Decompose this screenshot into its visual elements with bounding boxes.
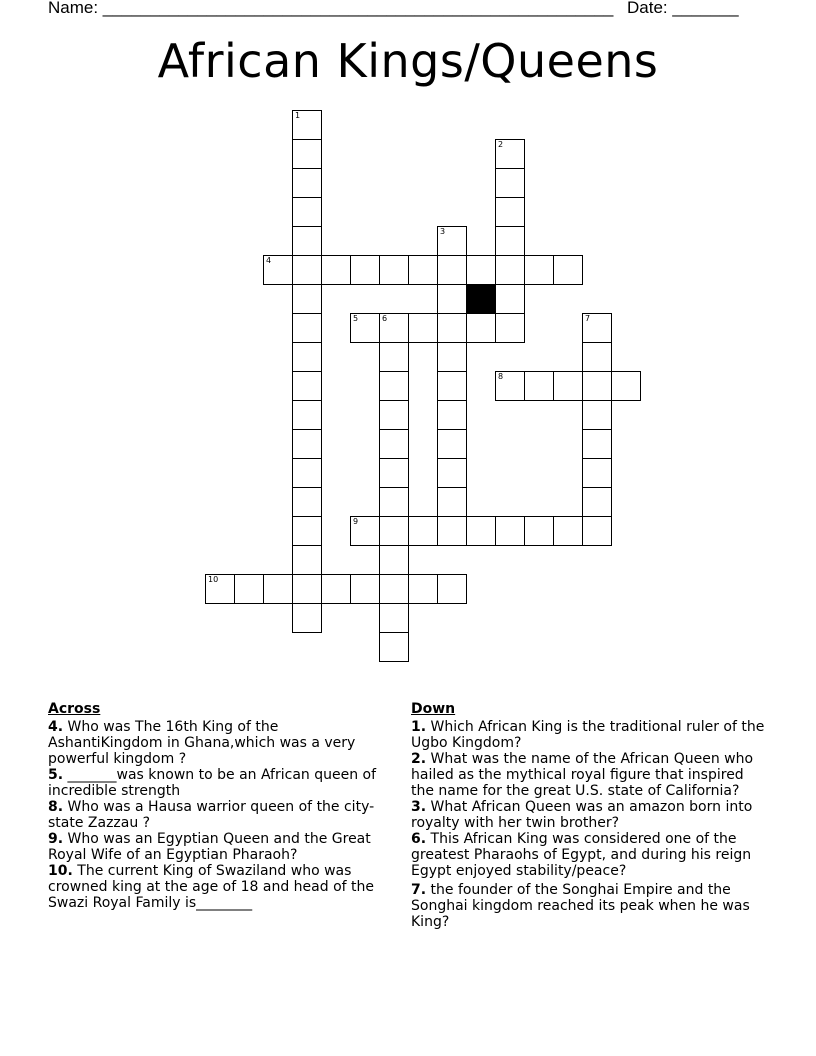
clue-number-label: 7 — [585, 314, 591, 323]
crossword-cell[interactable] — [263, 574, 293, 604]
crossword-cell[interactable] — [524, 371, 554, 401]
crossword-cell[interactable] — [495, 139, 525, 169]
crossword-cell[interactable] — [292, 487, 322, 517]
crossword-cell[interactable] — [437, 371, 467, 401]
crossword-cell[interactable] — [553, 371, 583, 401]
crossword-cell[interactable] — [379, 458, 409, 488]
crossword-cell[interactable] — [350, 255, 380, 285]
crossword-cell[interactable] — [379, 632, 409, 662]
crossword-cell[interactable] — [321, 255, 351, 285]
clue-text: The current King of Swaziland who was crowned king at the age of 18 and head of the Swazi Royal Family is________ — [48, 863, 374, 911]
crossword-cell[interactable] — [408, 313, 438, 343]
crossword-cell[interactable] — [292, 110, 322, 140]
crossword-cell[interactable] — [437, 429, 467, 459]
crossword-cell[interactable] — [292, 458, 322, 488]
crossword-cell[interactable] — [495, 313, 525, 343]
crossword-cell[interactable] — [553, 516, 583, 546]
crossword-cell[interactable] — [292, 400, 322, 430]
clue-text: What was the name of the African Queen who hailed as the mythical royal figure that inspired the name for the great U.S. state of California? — [411, 751, 754, 799]
crossword-cell[interactable] — [611, 371, 641, 401]
clue-number-label: 2 — [498, 140, 504, 149]
crossword-cell[interactable] — [379, 545, 409, 575]
crossword-cell[interactable] — [437, 458, 467, 488]
crossword-cell[interactable] — [292, 574, 322, 604]
crossword-cell[interactable] — [437, 342, 467, 372]
date-blank: _______ — [672, 0, 739, 17]
clue-number: 4. — [48, 719, 64, 735]
crossword-cell[interactable] — [379, 255, 409, 285]
crossword-cell[interactable] — [495, 516, 525, 546]
crossword-cell[interactable] — [582, 429, 612, 459]
crossword-cell[interactable] — [292, 139, 322, 169]
crossword-cell[interactable] — [437, 400, 467, 430]
crossword-cell[interactable] — [379, 429, 409, 459]
crossword-cell[interactable] — [379, 603, 409, 633]
clue-number-label: 4 — [266, 256, 272, 265]
crossword-cell[interactable] — [408, 516, 438, 546]
crossword-cell[interactable] — [292, 168, 322, 198]
down-heading: Down — [411, 701, 456, 717]
crossword-cell[interactable] — [292, 545, 322, 575]
crossword-cell[interactable] — [234, 574, 264, 604]
clue-number: 10. — [48, 863, 73, 879]
crossword-cell[interactable] — [437, 313, 467, 343]
crossword-cell[interactable] — [292, 255, 322, 285]
crossword-cell[interactable] — [292, 371, 322, 401]
crossword-cell[interactable] — [582, 400, 612, 430]
clue-number: 6. — [411, 831, 427, 847]
crossword-cell[interactable] — [437, 487, 467, 517]
clue-text: _______was known to be an African queen of incredible strength — [48, 767, 377, 799]
clue-text: Who was a Hausa warrior queen of the city-state Zazzau ? — [48, 799, 375, 831]
clue-number: 7. — [411, 882, 427, 898]
clue-text: What African Queen was an amazon born into royalty with her twin brother? — [411, 799, 753, 831]
clue-text: Which African King is the traditional ruler of the Ugbo Kingdom? — [411, 719, 765, 751]
crossword-cell[interactable] — [495, 226, 525, 256]
crossword-cell[interactable] — [582, 458, 612, 488]
clue-number: 8. — [48, 799, 64, 815]
crossword-cell[interactable] — [379, 371, 409, 401]
crossword-cell[interactable] — [495, 255, 525, 285]
crossword-cell[interactable] — [408, 255, 438, 285]
clue-number-label: 6 — [382, 314, 388, 323]
blocked-cell — [466, 284, 496, 314]
clue-number: 1. — [411, 719, 427, 735]
name-label: Name: — [48, 0, 103, 17]
across-heading: Across — [48, 701, 101, 717]
crossword-cell[interactable] — [379, 487, 409, 517]
crossword-cell[interactable] — [379, 400, 409, 430]
clue-number: 9. — [48, 831, 64, 847]
clue-text: Who was The 16th King of the AshantiKingdom in Ghana,which was a very powerful kingdom ? — [48, 719, 356, 767]
clue-down-1 — [411, 719, 771, 751]
crossword-cell[interactable] — [379, 516, 409, 546]
crossword-cell[interactable] — [379, 313, 409, 343]
clue-across-4 — [48, 719, 393, 767]
clue-down-6 — [411, 831, 771, 879]
crossword-cell[interactable] — [292, 313, 322, 343]
crossword-cell[interactable] — [466, 313, 496, 343]
across-clues — [48, 701, 393, 911]
crossword-cell[interactable] — [205, 574, 235, 604]
crossword-cell[interactable] — [524, 255, 554, 285]
page-title: African Kings/Queens — [157, 34, 659, 88]
clue-number: 5. — [48, 767, 64, 783]
name-blank: ______________________________________________________ — [102, 0, 614, 17]
crossword-cell[interactable] — [350, 516, 380, 546]
clue-text: This African King was considered one of the greatest Pharaohs of Egypt, and during his reign Egypt enjoyed stability/peace? — [411, 831, 752, 879]
crossword-cell[interactable] — [495, 197, 525, 227]
clue-across-10 — [48, 863, 393, 911]
crossword-cell[interactable] — [408, 574, 438, 604]
crossword-cell[interactable] — [582, 371, 612, 401]
crossword-cell[interactable] — [379, 574, 409, 604]
clue-down-2 — [411, 751, 771, 799]
crossword-cell[interactable] — [350, 574, 380, 604]
crossword-cell[interactable] — [437, 574, 467, 604]
crossword-cell[interactable] — [495, 371, 525, 401]
crossword-cell[interactable] — [292, 342, 322, 372]
clue-number-label: 5 — [353, 314, 359, 323]
clue-number-label: 1 — [295, 111, 301, 120]
crossword-cell[interactable] — [292, 226, 322, 256]
clue-text: Who was an Egyptian Queen and the Great Royal Wife of an Egyptian Pharaoh? — [48, 831, 371, 863]
down-clues — [411, 701, 771, 930]
crossword-cell[interactable] — [524, 516, 554, 546]
crossword-cell[interactable] — [466, 255, 496, 285]
crossword-cell[interactable] — [466, 516, 496, 546]
crossword-cell[interactable] — [582, 313, 612, 343]
crossword-cell[interactable] — [582, 487, 612, 517]
clue-number-label: 8 — [498, 372, 504, 381]
crossword-cell[interactable] — [292, 516, 322, 546]
date-label: Date: — [627, 0, 673, 17]
clue-down-7 — [411, 882, 771, 930]
crossword-cell[interactable] — [292, 603, 322, 633]
crossword-cell[interactable] — [495, 168, 525, 198]
clue-across-9 — [48, 831, 393, 863]
crossword-cell[interactable] — [582, 342, 612, 372]
crossword-cell[interactable] — [437, 284, 467, 314]
clue-across-5 — [48, 767, 393, 799]
clue-number: 2. — [411, 751, 427, 767]
crossword-cell[interactable] — [292, 284, 322, 314]
clue-across-8 — [48, 799, 393, 831]
crossword-cell[interactable] — [437, 226, 467, 256]
crossword-cell[interactable] — [379, 342, 409, 372]
clue-down-3 — [411, 799, 771, 831]
crossword-cell[interactable] — [495, 284, 525, 314]
crossword-cell[interactable] — [321, 574, 351, 604]
clue-number: 3. — [411, 799, 427, 815]
clue-number-label: 9 — [353, 517, 359, 526]
crossword-cell[interactable] — [582, 516, 612, 546]
clue-number-label: 3 — [440, 227, 446, 236]
crossword-cell[interactable] — [350, 313, 380, 343]
crossword-cell[interactable] — [263, 255, 293, 285]
crossword-cell[interactable] — [292, 197, 322, 227]
crossword-cell[interactable] — [437, 516, 467, 546]
clue-text: the founder of the Songhai Empire and the Songhai kingdom reached its peak when he was King? — [411, 882, 750, 930]
crossword-cell[interactable] — [437, 255, 467, 285]
crossword-cell[interactable] — [292, 429, 322, 459]
clue-number-label: 10 — [208, 575, 219, 584]
crossword-cell[interactable] — [553, 255, 583, 285]
